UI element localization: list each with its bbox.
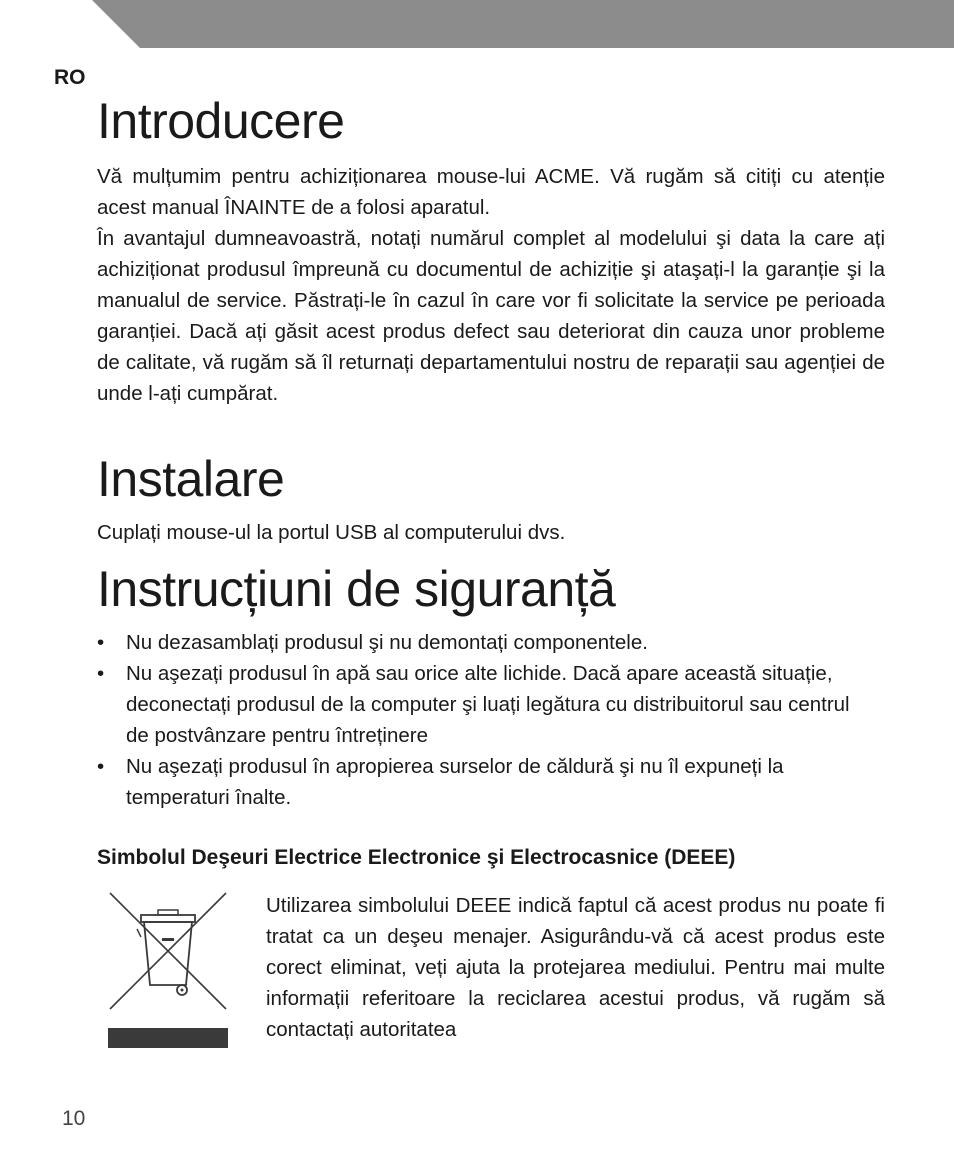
weee-description: Utilizarea simbolului DEEE indică faptul că acest produs nu poate fi tratat ca un deşeu menajer. Asigurându-vă că acest produs este corect eliminat, veți ajuta la protejarea mediului. Pentru mai multe informații referitoare la reciclarea acestui produs, vă rugăm să contactați autoritatea xyxy=(266,894,885,1041)
list-item xyxy=(97,751,857,813)
weee-heading: Simbolul Deşeuri Electrice Electronice şi Electrocasnice (DEEE) xyxy=(97,846,736,869)
bullet-icon: • xyxy=(97,755,105,778)
bullet-icon: • xyxy=(97,631,105,654)
list-item xyxy=(97,627,857,658)
header-band xyxy=(0,0,954,48)
introduction-paragraph-2: În avantajul dumneavoastră, notați numărul complet al modelului şi data la care ați achiziționat produsul împreună cu documentul de achiziție şi ataşați-l la garanție şi la manualul de service. Păstrați-le în cazul în care vor fi solicitate la service pe perioada garanției. Dacă ați găsit acest produs defect sau deteriorat din cauza unor probleme de calitate, vă rugăm să îl returnați departamentului nostru de reparații sau agenției de unde l-ați cumpărat. xyxy=(97,227,885,405)
language-tag: RO xyxy=(54,66,86,89)
list-item xyxy=(97,658,857,751)
list-item-text: Nu aşezați produsul în apropierea surselor de căldură şi nu îl expuneți la temperaturi înalte. xyxy=(126,755,784,809)
list-item-text: Nu aşezați produsul în apă sau orice alte lichide. Dacă apare această situație, deconectați produsul de la computer şi luați legătura cu distribuitorul sau centrul de postvânzare pentru întreținere xyxy=(126,662,850,747)
installation-title: Instalare xyxy=(97,451,285,507)
introduction-title: Introducere xyxy=(97,93,345,149)
installation-text: Cuplați mouse-ul la portul USB al computerului dvs. xyxy=(97,521,566,544)
crossed-out-wheeled-bin-icon xyxy=(108,891,228,1049)
list-item-text: Nu dezasamblați produsul şi nu demontați componentele. xyxy=(126,631,648,654)
page-number: 10 xyxy=(62,1107,86,1130)
safety-title: Instrucțiuni de siguranță xyxy=(97,561,616,617)
safety-list xyxy=(97,627,857,813)
introduction-paragraph-1: Vă mulțumim pentru achiziționarea mouse-lui ACME. Vă rugăm să citiți cu atenție acest manual ÎNAINTE de a folosi aparatul. xyxy=(97,165,885,219)
introduction-body xyxy=(97,161,885,409)
bullet-icon: • xyxy=(97,662,105,685)
